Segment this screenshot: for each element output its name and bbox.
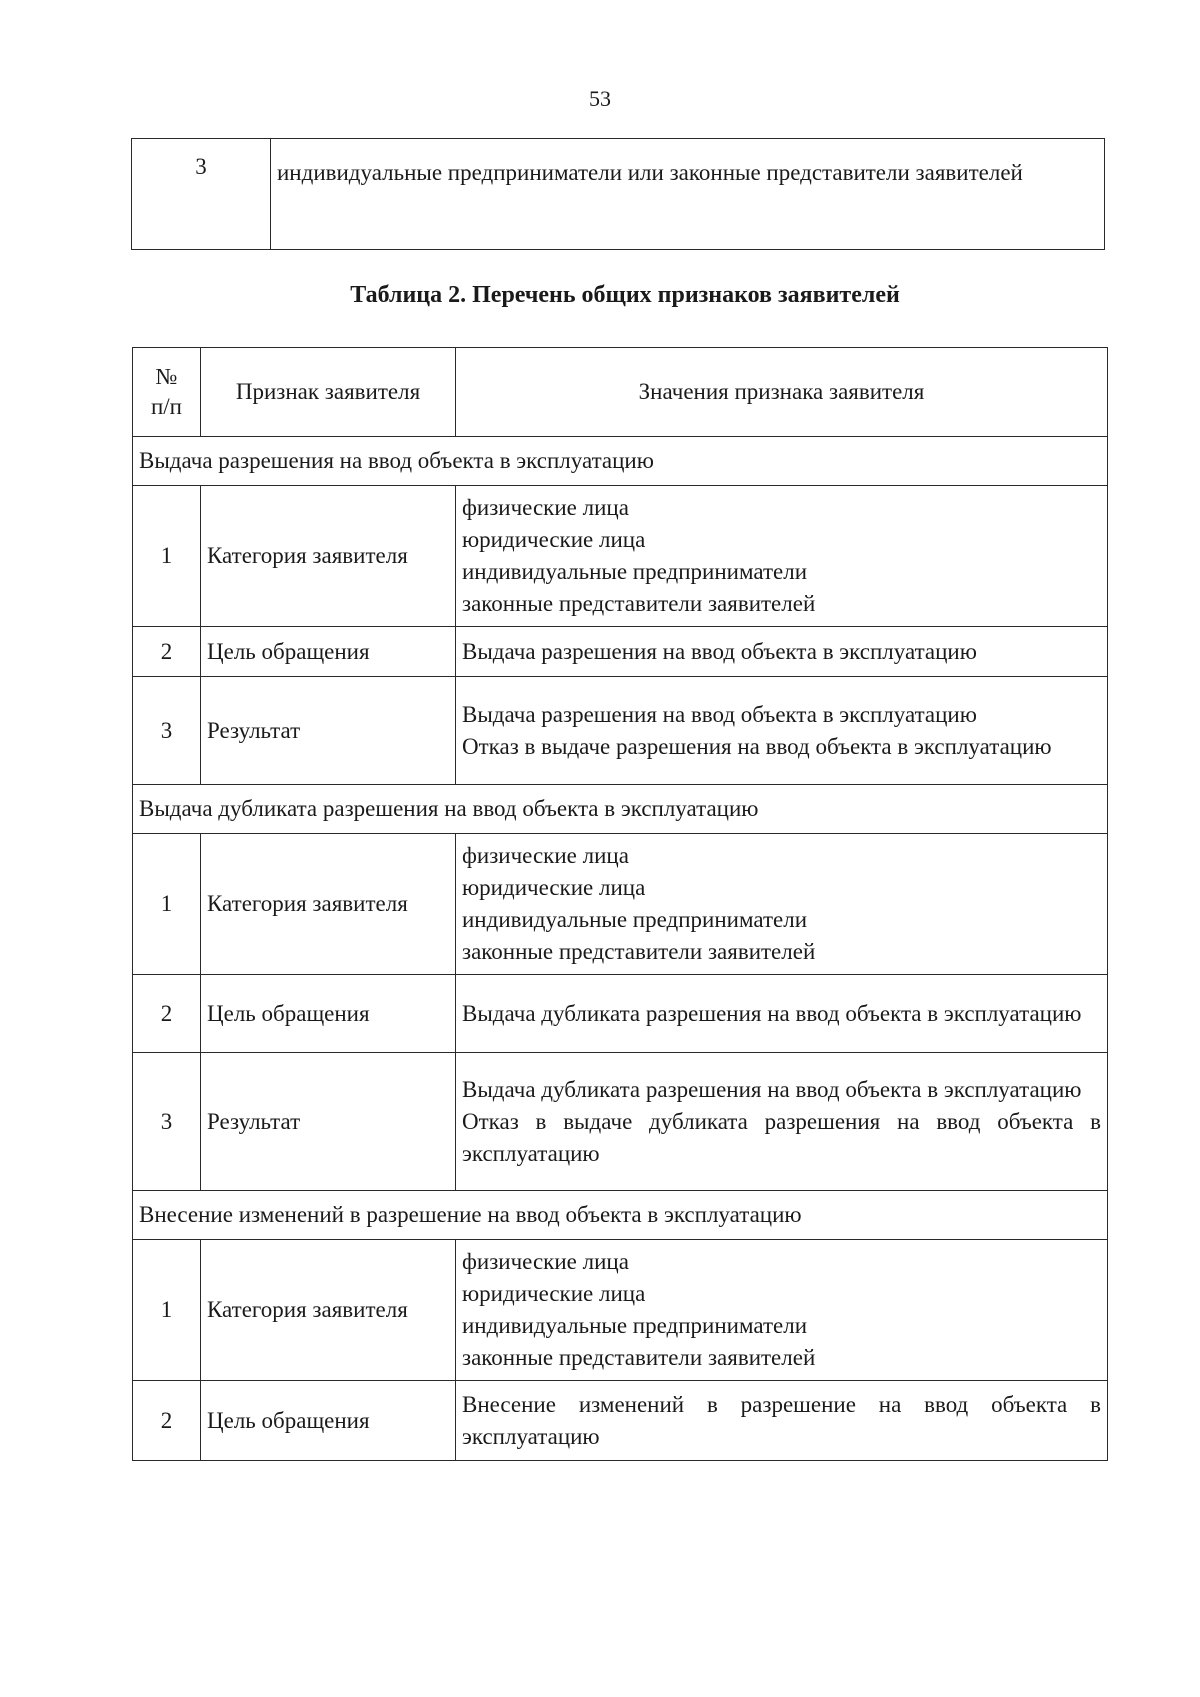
table-row bbox=[133, 975, 1108, 1053]
section-title-row bbox=[133, 1191, 1108, 1240]
row-attribute: Категория заявителя bbox=[201, 486, 456, 627]
row-attribute: Результат bbox=[201, 677, 456, 785]
row-attribute: Категория заявителя bbox=[201, 834, 456, 975]
row-attribute: Цель обращения bbox=[201, 1381, 456, 1461]
value-line: физические лица bbox=[462, 495, 629, 520]
row-values bbox=[456, 677, 1108, 785]
row-number: 1 bbox=[133, 1240, 201, 1381]
value-line: физические лица bbox=[462, 1249, 629, 1274]
value-line: законные представители заявителей bbox=[462, 939, 816, 964]
row-attribute: Цель обращения bbox=[201, 975, 456, 1053]
value-line: законные представители заявителей bbox=[462, 1345, 816, 1370]
row-values bbox=[456, 627, 1108, 677]
value-line: индивидуальные предприниматели bbox=[462, 559, 807, 584]
row-number: 2 bbox=[133, 627, 201, 677]
value-line: Выдача разрешения на ввод объекта в эксплуатацию bbox=[462, 701, 977, 727]
header-number-symbol: № bbox=[155, 364, 178, 389]
value-line: Выдача дубликата разрешения на ввод объекта в эксплуатацию bbox=[462, 1000, 1082, 1026]
table-row bbox=[132, 139, 1105, 250]
table-row bbox=[133, 486, 1108, 627]
table-row bbox=[133, 1053, 1108, 1191]
value-line: физические лица bbox=[462, 843, 629, 868]
section-title-row bbox=[133, 437, 1108, 486]
table-title: Таблица 2. Перечень общих признаков заявителей bbox=[350, 282, 900, 308]
value-line: индивидуальные предприниматели bbox=[462, 1313, 807, 1338]
value-line: Выдача дубликата разрешения на ввод объекта в эксплуатацию bbox=[462, 1076, 1082, 1102]
row-number: 3 bbox=[133, 1053, 201, 1191]
table-row bbox=[133, 677, 1108, 785]
section-issue-permit bbox=[133, 437, 1108, 785]
header-number bbox=[133, 348, 201, 437]
row-number: 3 bbox=[132, 139, 271, 250]
table-row bbox=[133, 834, 1108, 975]
section-title: Внесение изменений в разрешение на ввод объекта в эксплуатацию bbox=[133, 1191, 1108, 1240]
row-number: 3 bbox=[133, 677, 201, 785]
row-number: 1 bbox=[133, 486, 201, 627]
value-line: юридические лица bbox=[462, 875, 646, 900]
value-line: Выдача разрешения на ввод объекта в эксплуатацию bbox=[462, 638, 977, 664]
header-attribute: Признак заявителя bbox=[201, 348, 456, 437]
row-attribute: Цель обращения bbox=[201, 627, 456, 677]
page-number: 53 bbox=[589, 86, 611, 111]
row-attribute: Категория заявителя bbox=[201, 1240, 456, 1381]
value-line: законные представители заявителей bbox=[462, 591, 816, 616]
table-row bbox=[133, 1240, 1108, 1381]
row-number: 2 bbox=[133, 1381, 201, 1461]
section-amend-permit bbox=[133, 1191, 1108, 1461]
row-values bbox=[456, 834, 1108, 975]
row-values bbox=[456, 1053, 1108, 1191]
table-row bbox=[133, 627, 1108, 677]
row-values bbox=[456, 975, 1108, 1053]
continued-table bbox=[131, 138, 1105, 250]
section-title: Выдача дубликата разрешения на ввод объекта в эксплуатацию bbox=[133, 785, 1108, 834]
row-number: 1 bbox=[133, 834, 201, 975]
table-row bbox=[133, 1381, 1108, 1461]
section-issue-duplicate bbox=[133, 785, 1108, 1191]
row-values bbox=[456, 1381, 1108, 1461]
applicant-attributes-table bbox=[132, 347, 1108, 1461]
value-line: юридические лица bbox=[462, 527, 646, 552]
header-value: Значения признака заявителя bbox=[456, 348, 1108, 437]
row-number: 2 bbox=[133, 975, 201, 1053]
value-line: Отказ в выдаче разрешения на ввод объекта в эксплуатацию bbox=[462, 733, 1052, 759]
value-line: индивидуальные предприниматели bbox=[462, 907, 807, 932]
header-row bbox=[133, 348, 1108, 437]
row-values bbox=[456, 1240, 1108, 1381]
section-title: Выдача разрешения на ввод объекта в эксплуатацию bbox=[133, 437, 1108, 486]
section-title-row bbox=[133, 785, 1108, 834]
row-values bbox=[456, 486, 1108, 627]
value-line: Отказ в выдаче дубликата разрешения на ввод объекта в эксплуатацию bbox=[462, 1108, 1101, 1166]
value-line: Внесение изменений в разрешение на ввод объекта в эксплуатацию bbox=[462, 1391, 1101, 1449]
value-line: юридические лица bbox=[462, 1281, 646, 1306]
row-attribute: Результат bbox=[201, 1053, 456, 1191]
header-number-abbr: п/п bbox=[150, 394, 182, 419]
row-text: индивидуальные предприниматели или законные представители заявителей bbox=[271, 139, 1105, 250]
